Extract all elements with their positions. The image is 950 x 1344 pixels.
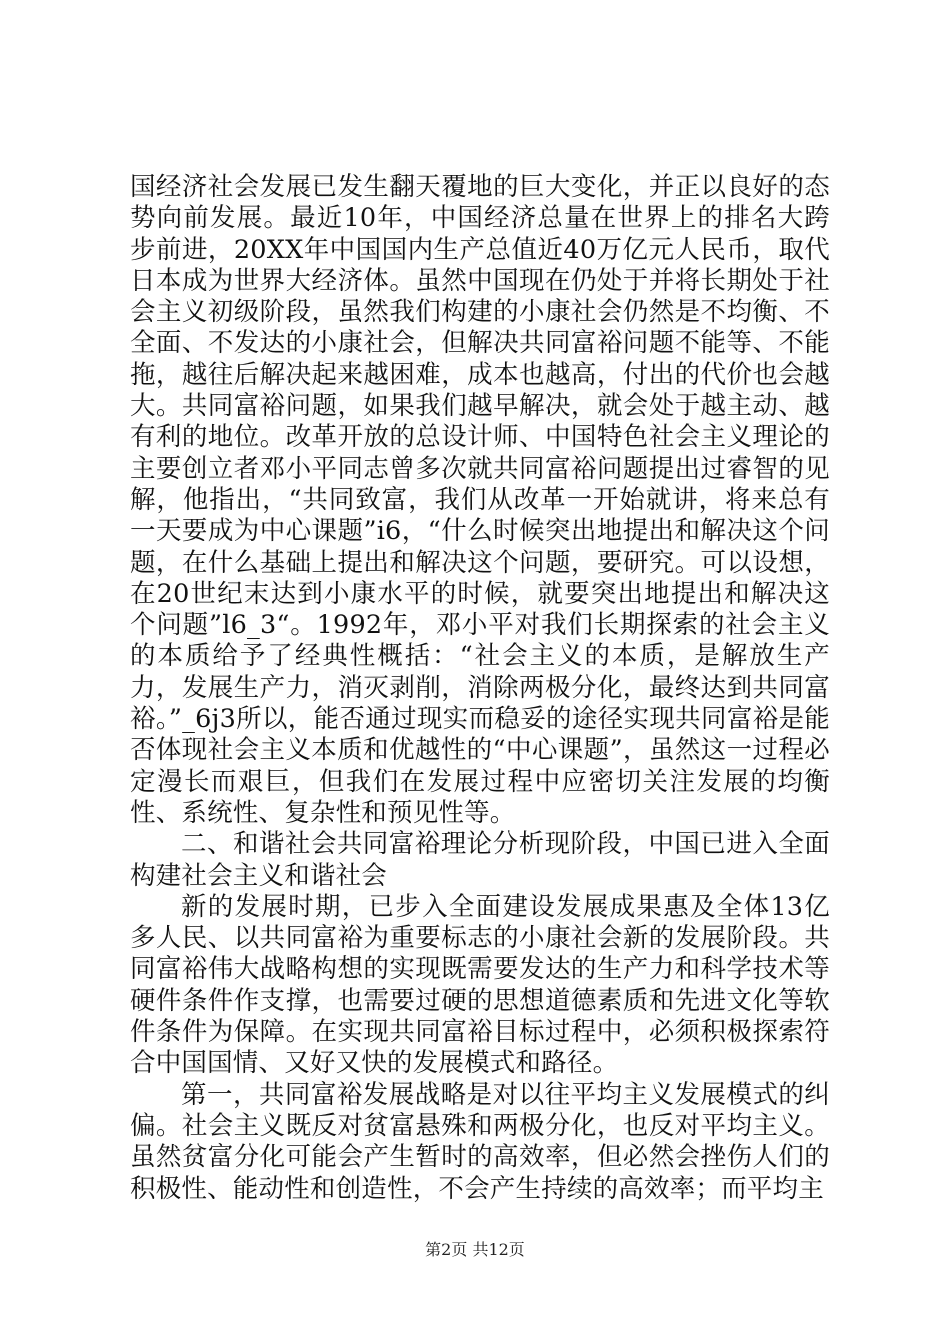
document-body [130,172,830,1205]
paragraph-continuation: 国经济社会发展已发生翻天覆地的巨大变化，并正以良好的态势向前发展。最近10年，中国经济总量在世界上的排名大跨步前进，20XX年中国国内生产总值近40万亿元人民币，取代日本成为世界大经济体。虽然中国现在仍处于并将长期处于社会主义初级阶段，虽然我们构建的小康社会仍然是不均衡、不全面、不发达的小康社会，但解决共同富裕问题不能等、不能拖，越往后解决起来越困难，成本也越高，付出的代价也会越大。共同富裕问题，如果我们越早解决，就会处于越主动、越有利的地位。改革开放的总设计师、中国特色社会主义理论的主要创立者邓小平同志曾多次就共同富裕问题提出过睿智的见解，他指出，“共同致富，我们从改革一开始就讲，将来总有一天要成为中心课题”i6，“什么时候突出地提出和解决这个问题，在什么基础上提出和解决这个问题，要研究。可以设想，在20世纪末达到小康水平的时候，就要突出地提出和解决这个问题”l6_3“。1992年，邓小平对我们长期探索的社会主义的本质给予了经典性概括：“社会主义的本质，是解放生产力，发展生产力，消灭剥削，消除两极分化，最终达到共同富裕。”_6j3所以，能否通过现实而稳妥的途径实现共同富裕是能否体现社会主义本质和优越性的“中心课题”，虽然这一过程必定漫长而艰巨，但我们在发展过程中应密切关注发展的均衡性、系统性、复杂性和预见性等。 [130,172,830,828]
page-number-footer: 第2页 共12页 [425,1240,525,1259]
paragraph: 第一，共同富裕发展战略是对以往平均主义发展模式的纠偏。社会主义既反对贫富悬殊和两极分化，也反对平均主义。虽然贫富分化可能会产生暂时的高效率，但必然会挫伤人们的积极性、能动性和创造性，不会产生持续的高效率；而平均主 [130,1079,830,1204]
paragraph: 新的发展时期，已步入全面建设发展成果惠及全体13亿多人民、以共同富裕为重要标志的小康社会新的发展阶段。共同富裕伟大战略构想的实现既需要发达的生产力和科学技术等硬件条件作支撑，也需要过硬的思想道德素质和先进文化等软件条件为保障。在实现共同富裕目标过程中，必须积极探索符合中国国情、又好又快的发展模式和路径。 [130,891,830,1079]
section-heading: 二、和谐社会共同富裕理论分析现阶段，中国已进入全面构建社会主义和谐社会 [130,829,830,891]
